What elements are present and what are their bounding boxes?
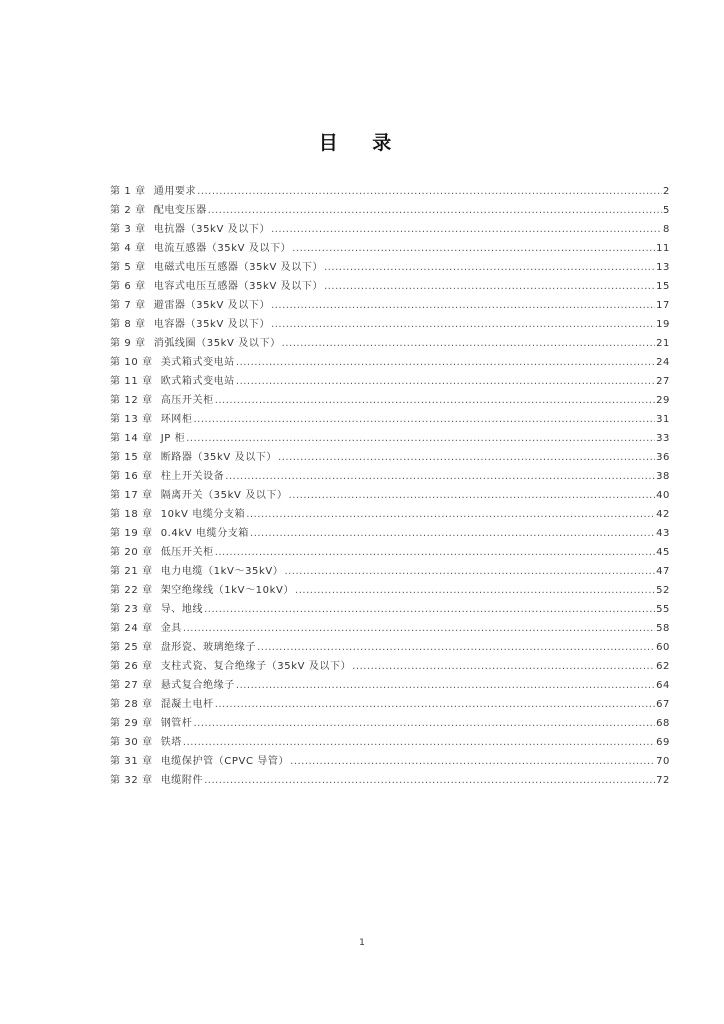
- toc-dot-leader: [278, 448, 655, 467]
- toc-page-number: 29: [656, 395, 670, 406]
- toc-dot-leader: [186, 429, 655, 448]
- toc-chapter-title: 高压开关柜: [160, 395, 214, 406]
- toc-dot-leader: [215, 391, 655, 410]
- toc-page-number: 36: [656, 452, 670, 463]
- table-of-contents: [110, 182, 670, 790]
- toc-entry[interactable]: [110, 657, 670, 676]
- toc-chapter-title: 电容器（35kV 及以下）: [153, 319, 271, 330]
- toc-dot-leader: [236, 353, 655, 372]
- toc-chapter-title: 消弧线圈（35kV 及以下）: [153, 338, 281, 349]
- toc-entry[interactable]: [110, 771, 670, 790]
- page-number: 1: [359, 938, 365, 948]
- toc-page-number: 43: [656, 528, 670, 539]
- toc-chapter-title: 欧式箱式变电站: [160, 376, 235, 387]
- toc-dot-leader: [271, 220, 662, 239]
- toc-entry[interactable]: [110, 201, 670, 220]
- toc-chapter-number: 第 8 章: [110, 319, 146, 330]
- toc-dot-leader: [352, 657, 655, 676]
- toc-entry[interactable]: [110, 182, 670, 201]
- toc-chapter-number: 第 12 章: [110, 395, 153, 406]
- toc-page-number: 72: [656, 775, 670, 786]
- toc-chapter-title: 悬式复合绝缘子: [160, 680, 235, 691]
- toc-dot-leader: [215, 543, 655, 562]
- toc-page-number: 11: [656, 243, 670, 254]
- toc-chapter-title: 电抗器（35kV 及以下）: [153, 224, 271, 235]
- toc-entry[interactable]: [110, 372, 670, 391]
- toc-page-number: 60: [656, 642, 670, 653]
- toc-chapter-number: 第 6 章: [110, 281, 146, 292]
- toc-chapter-title: 电容式电压互感器（35kV 及以下）: [153, 281, 324, 292]
- toc-chapter-number: 第 7 章: [110, 300, 146, 311]
- toc-entry[interactable]: [110, 391, 670, 410]
- toc-chapter-title: 电流互感器（35kV 及以下）: [153, 243, 292, 254]
- toc-entry[interactable]: [110, 429, 670, 448]
- toc-chapter-number: 第 23 章: [110, 604, 153, 615]
- toc-chapter-title: JP 柜: [160, 433, 186, 444]
- toc-chapter-number: 第 1 章: [110, 186, 146, 197]
- toc-chapter-title: 混凝土电杆: [160, 699, 214, 710]
- toc-page-number: 68: [656, 718, 670, 729]
- toc-dot-leader: [289, 486, 655, 505]
- toc-dot-leader: [292, 239, 655, 258]
- toc-entry[interactable]: [110, 353, 670, 372]
- toc-chapter-number: 第 15 章: [110, 452, 153, 463]
- toc-chapter-title: 0.4kV 电缆分支箱: [160, 528, 250, 539]
- toc-chapter-title: 断路器（35kV 及以下）: [160, 452, 278, 463]
- toc-chapter-title: 10kV 电缆分支箱: [160, 509, 246, 520]
- toc-page-number: 69: [656, 737, 670, 748]
- toc-entry[interactable]: [110, 296, 670, 315]
- toc-entry[interactable]: [110, 448, 670, 467]
- toc-page-number: 67: [656, 699, 670, 710]
- toc-chapter-title: 配电变压器: [153, 205, 207, 216]
- toc-entry[interactable]: [110, 410, 670, 429]
- toc-page-number: 55: [656, 604, 670, 615]
- toc-entry[interactable]: [110, 638, 670, 657]
- toc-dot-leader: [236, 372, 655, 391]
- toc-dot-leader: [324, 258, 655, 277]
- toc-chapter-number: 第 14 章: [110, 433, 153, 444]
- toc-entry[interactable]: [110, 277, 670, 296]
- toc-dot-leader: [324, 277, 655, 296]
- toc-dot-leader: [271, 315, 655, 334]
- toc-page-number: 19: [656, 319, 670, 330]
- toc-chapter-title: 柱上开关设备: [160, 471, 225, 482]
- toc-chapter-number: 第 30 章: [110, 737, 153, 748]
- toc-chapter-number: 第 11 章: [110, 376, 153, 387]
- toc-chapter-title: 盘形瓷、玻璃绝缘子: [160, 642, 257, 653]
- toc-chapter-title: 电力电缆（1kV～35kV）: [160, 566, 284, 577]
- toc-page-number: 24: [656, 357, 670, 368]
- toc-entry[interactable]: [110, 543, 670, 562]
- toc-entry[interactable]: [110, 486, 670, 505]
- toc-chapter-number: 第 22 章: [110, 585, 153, 596]
- toc-chapter-number: 第 20 章: [110, 547, 153, 558]
- toc-entry[interactable]: [110, 220, 670, 239]
- toc-dot-leader: [194, 410, 656, 429]
- toc-chapter-title: 支柱式瓷、复合绝缘子（35kV 及以下）: [160, 661, 352, 672]
- toc-dot-leader: [250, 524, 655, 543]
- toc-chapter-number: 第 2 章: [110, 205, 146, 216]
- toc-entry[interactable]: [110, 505, 670, 524]
- toc-entry[interactable]: [110, 600, 670, 619]
- toc-chapter-title: 电缆附件: [160, 775, 204, 786]
- toc-chapter-title: 通用要求: [153, 186, 197, 197]
- toc-page-number: 8: [663, 224, 670, 235]
- toc-chapter-title: 铁塔: [160, 737, 182, 748]
- toc-chapter-number: 第 4 章: [110, 243, 146, 254]
- toc-chapter-title: 金具: [160, 623, 182, 634]
- toc-entry[interactable]: [110, 752, 670, 771]
- toc-dot-leader: [271, 296, 655, 315]
- toc-entry[interactable]: [110, 524, 670, 543]
- toc-chapter-number: 第 13 章: [110, 414, 153, 425]
- toc-chapter-number: 第 9 章: [110, 338, 146, 349]
- toc-chapter-number: 第 5 章: [110, 262, 146, 273]
- toc-dot-leader: [284, 562, 655, 581]
- toc-chapter-title: 环网柜: [160, 414, 193, 425]
- toc-chapter-title: 电缆保护管（CPVC 导管）: [160, 756, 290, 767]
- toc-dot-leader: [208, 201, 662, 220]
- page-title: 目 录: [318, 132, 406, 154]
- toc-page-number: 13: [656, 262, 670, 273]
- toc-chapter-number: 第 31 章: [110, 756, 153, 767]
- toc-page-number: 27: [656, 376, 670, 387]
- toc-chapter-number: 第 28 章: [110, 699, 153, 710]
- toc-dot-leader: [204, 771, 655, 790]
- toc-entry[interactable]: [110, 562, 670, 581]
- toc-page-number: 45: [656, 547, 670, 558]
- toc-entry[interactable]: [110, 334, 670, 353]
- toc-chapter-title: 电磁式电压互感器（35kV 及以下）: [153, 262, 324, 273]
- toc-entry[interactable]: [110, 315, 670, 334]
- toc-chapter-number: 第 32 章: [110, 775, 153, 786]
- toc-chapter-title: 导、地线: [160, 604, 204, 615]
- toc-chapter-title: 低压开关柜: [160, 547, 214, 558]
- toc-chapter-title: 架空绝缘线（1kV～10kV）: [160, 585, 295, 596]
- toc-page-number: 40: [656, 490, 670, 501]
- toc-chapter-number: 第 3 章: [110, 224, 146, 235]
- toc-entry[interactable]: [110, 714, 670, 733]
- toc-chapter-number: 第 26 章: [110, 661, 153, 672]
- toc-chapter-number: 第 17 章: [110, 490, 153, 501]
- toc-entry[interactable]: [110, 676, 670, 695]
- toc-page-number: 15: [656, 281, 670, 292]
- toc-dot-leader: [183, 619, 655, 638]
- toc-chapter-title: 钢管杆: [160, 718, 193, 729]
- toc-entry[interactable]: [110, 619, 670, 638]
- toc-chapter-number: 第 19 章: [110, 528, 153, 539]
- toc-entry[interactable]: [110, 258, 670, 277]
- toc-entry[interactable]: [110, 695, 670, 714]
- toc-page-number: 17: [656, 300, 670, 311]
- toc-chapter-number: 第 16 章: [110, 471, 153, 482]
- toc-page-number: 47: [656, 566, 670, 577]
- toc-dot-leader: [236, 676, 655, 695]
- toc-dot-leader: [225, 467, 655, 486]
- toc-page-number: 52: [656, 585, 670, 596]
- toc-entry[interactable]: [110, 239, 670, 258]
- toc-chapter-number: 第 21 章: [110, 566, 153, 577]
- toc-dot-leader: [290, 752, 655, 771]
- toc-page-number: 58: [656, 623, 670, 634]
- toc-page-number: 31: [656, 414, 670, 425]
- toc-chapter-number: 第 18 章: [110, 509, 153, 520]
- toc-entry[interactable]: [110, 733, 670, 752]
- toc-page-number: 2: [663, 186, 670, 197]
- toc-dot-leader: [215, 695, 655, 714]
- toc-dot-leader: [257, 638, 655, 657]
- toc-page-number: 70: [656, 756, 670, 767]
- toc-page-number: 5: [663, 205, 670, 216]
- toc-dot-leader: [197, 182, 662, 201]
- toc-chapter-number: 第 25 章: [110, 642, 153, 653]
- toc-page-number: 21: [656, 338, 670, 349]
- toc-page-number: 33: [656, 433, 670, 444]
- toc-dot-leader: [194, 714, 656, 733]
- toc-chapter-title: 美式箱式变电站: [160, 357, 235, 368]
- toc-chapter-title: 避雷器（35kV 及以下）: [153, 300, 271, 311]
- toc-dot-leader: [204, 600, 655, 619]
- toc-chapter-title: 隔离开关（35kV 及以下）: [160, 490, 288, 501]
- toc-page-number: 64: [656, 680, 670, 691]
- toc-dot-leader: [246, 505, 655, 524]
- toc-entry[interactable]: [110, 581, 670, 600]
- toc-chapter-number: 第 10 章: [110, 357, 153, 368]
- toc-dot-leader: [183, 733, 655, 752]
- toc-page-number: 38: [656, 471, 670, 482]
- toc-chapter-number: 第 29 章: [110, 718, 153, 729]
- toc-chapter-number: 第 24 章: [110, 623, 153, 634]
- toc-chapter-number: 第 27 章: [110, 680, 153, 691]
- toc-entry[interactable]: [110, 467, 670, 486]
- toc-dot-leader: [282, 334, 655, 353]
- toc-dot-leader: [295, 581, 655, 600]
- toc-page-number: 42: [656, 509, 670, 520]
- toc-page-number: 62: [656, 661, 670, 672]
